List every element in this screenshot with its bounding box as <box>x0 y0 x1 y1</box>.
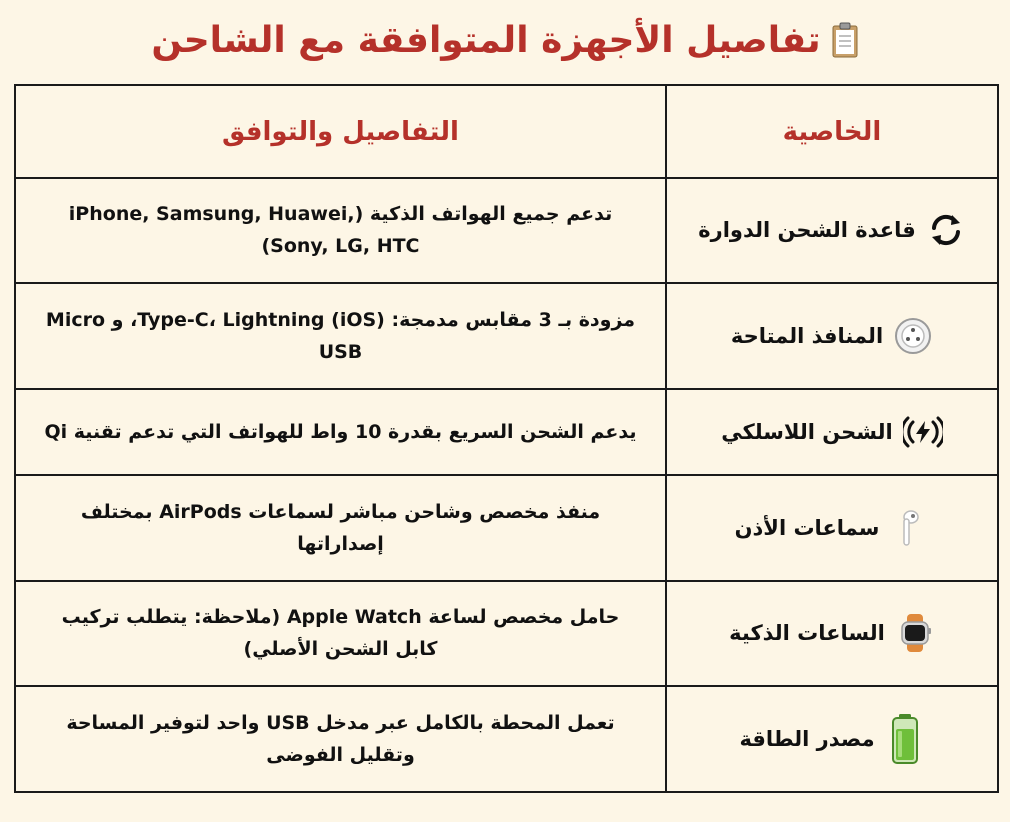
table-header-row <box>15 85 998 178</box>
feature-label: قاعدة الشحن الدوارة <box>698 218 916 243</box>
details-column-header: التفاصيل والتوافق <box>15 85 666 178</box>
detail-cell: منفذ مخصص وشاحن مباشر لسماعات AirPods بمختلف إصداراتها <box>15 475 666 581</box>
wireless-charging-icon <box>903 412 943 452</box>
smartwatch-icon <box>895 613 935 653</box>
battery-icon <box>885 713 925 765</box>
table-row <box>15 283 998 390</box>
earbud-icon <box>889 508 929 548</box>
table-row <box>15 178 998 283</box>
feature-cell <box>666 686 998 792</box>
feature-cell <box>666 178 998 283</box>
feature-cell <box>666 283 998 390</box>
detail-cell: حامل مخصص لساعة Apple Watch (ملاحظة: يتطلب تركيب كابل الشحن الأصلي) <box>15 581 666 687</box>
detail-cell: تدعم جميع الهواتف الذكية (iPhone, Samsung, Huawei, Sony, LG, HTC) <box>15 178 666 283</box>
detail-cell: مزودة بـ 3 مقابس مدمجة: Type-C، Lightning (iOS)، و Micro USB <box>15 283 666 390</box>
feature-label: الساعات الذكية <box>729 621 885 646</box>
table-row <box>15 581 998 687</box>
feature-label: سماعات الأذن <box>734 515 880 540</box>
detail-cell: تعمل المحطة بالكامل عبر مدخل USB واحد لتوفير المساحة وتقليل الفوضى <box>15 686 666 792</box>
feature-label: الشحن اللاسلكي <box>721 420 893 445</box>
detail-cell: يدعم الشحن السريع بقدرة 10 واط للهواتف التي تدعم تقنية Qi <box>15 389 666 475</box>
feature-label: المنافذ المتاحة <box>730 324 884 349</box>
page-title <box>0 10 1010 70</box>
rotating-arrows-icon <box>926 210 966 250</box>
feature-label: مصدر الطاقة <box>739 727 875 752</box>
feature-cell <box>666 389 998 475</box>
table-row <box>15 686 998 792</box>
feature-column-header: الخاصية <box>666 85 998 178</box>
charging-port-icon <box>893 316 933 356</box>
table-row <box>15 475 998 581</box>
table-row <box>15 389 998 475</box>
feature-cell <box>666 475 998 581</box>
feature-cell <box>666 581 998 687</box>
compatibility-table <box>14 84 999 793</box>
clipboard-icon <box>831 22 859 58</box>
page-title-text: تفاصيل الأجهزة المتوافقة مع الشاحن <box>151 19 821 61</box>
